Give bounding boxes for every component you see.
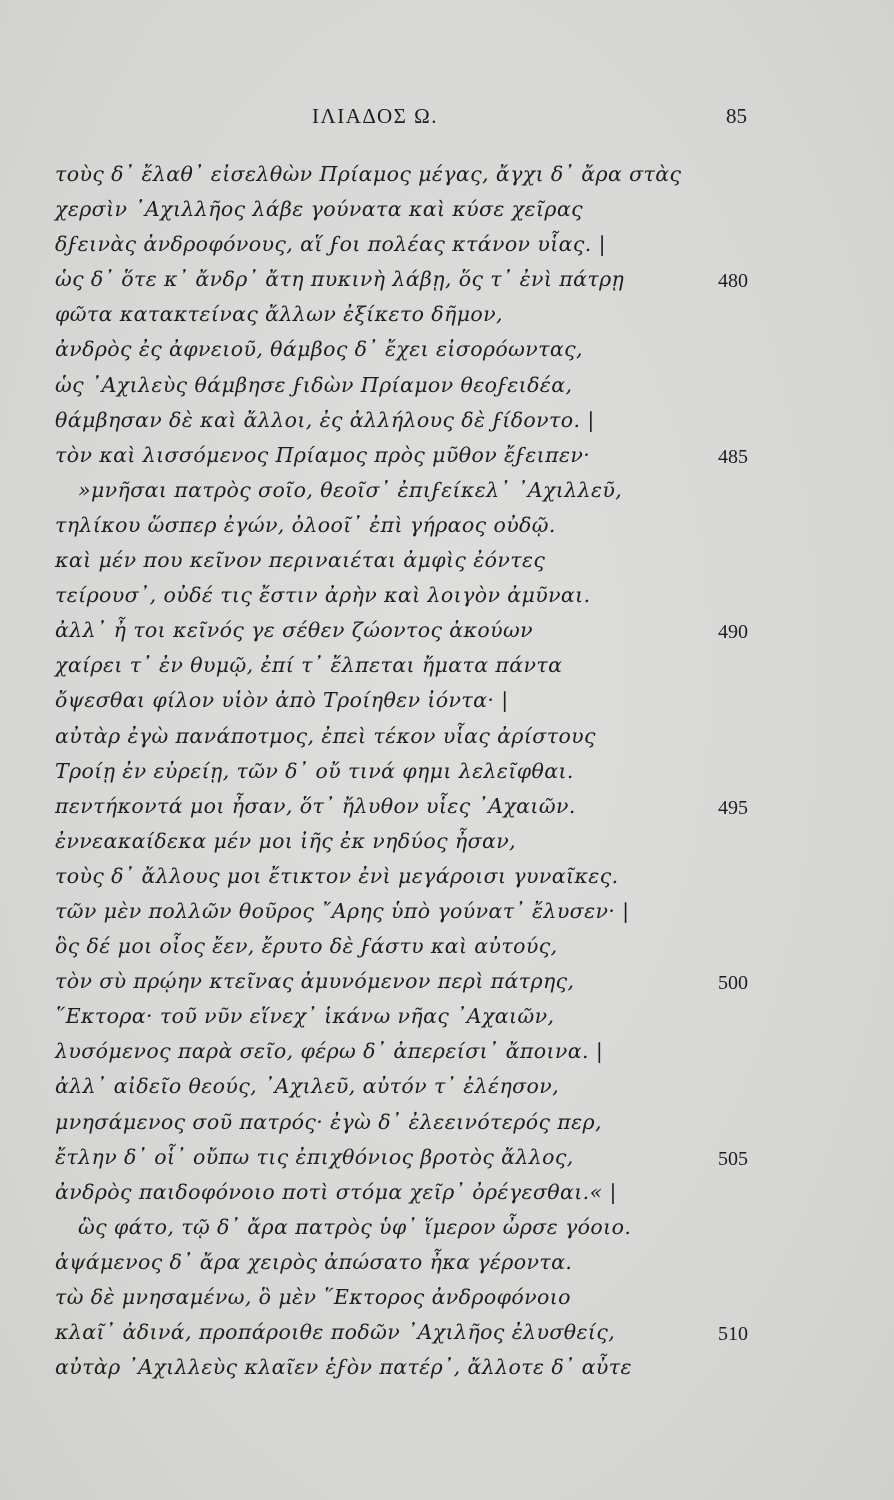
verse-text: κλαῖ᾽ ἀδινά, προπάροιθε ποδῶν ᾽Αχιλῆος ἐλυσθείς,: [55, 1320, 616, 1345]
verse-text: θάμβησαν δὲ καὶ ἄλλοι, ἐς ἀλλήλους δὲ ϝίδοντο. |: [55, 407, 595, 432]
verse-text: τείρουσ᾽, οὐδέ τις ἔστιν ἀρὴν καὶ λοιγὸν ἀμῦναι.: [55, 583, 591, 608]
verse-text: ἁψάμενος δ᾽ ἄρα χειρὸς ἀπώσατο ἦκα γέροντα.: [55, 1249, 573, 1274]
verse-text: ὡς δ᾽ ὅτε κ᾽ ἄνδρ᾽ ἄτη πυκινὴ λάβῃ, ὅς τ᾽ ἐνὶ πάτρῃ: [55, 267, 625, 292]
verse-line: [0, 966, 894, 1001]
verse-text: ἀλλ᾽ ἦ τοι κεῖνός γε σέθεν ζώοντος ἀκούων: [55, 618, 533, 643]
verse-text: »μνῆσαι πατρὸς σοῖο, θεοῖσ᾽ ἐπιϝείκελ᾽ ᾽Αχιλλεῦ,: [78, 477, 623, 502]
verse-text: ἐννεακαίδεκα μέν μοι ἰῆς ἐκ νηδύος ἦσαν,: [55, 828, 517, 853]
verse-line: [0, 475, 894, 510]
verse-line: [0, 650, 894, 685]
verse-line: [0, 510, 894, 545]
verse-line: [0, 1177, 894, 1212]
verse-text: ῞Εκτορα· τοῦ νῦν εἵνεχ᾽ ἱκάνω νῆας ᾽Αχαιῶν,: [55, 1004, 555, 1029]
verse-line: [0, 1036, 894, 1071]
verse-text: τηλίκου ὥσπερ ἐγών, ὀλοοῖ᾽ ἐπὶ γήραος οὐδῷ.: [55, 512, 556, 537]
verse-text: ὡς ᾽Αχιλεὺς θάμβησε ϝιδὼν Πρίαμον θεοϝειδέα,: [55, 372, 573, 397]
verse-line: [0, 1142, 894, 1177]
verse-line: [0, 685, 894, 720]
line-number: 505: [718, 1147, 748, 1170]
verse-text: ἔτλην δ᾽ οἷ᾽ οὔπω τις ἐπιχθόνιος βροτὸς ἄλλος,: [55, 1144, 574, 1169]
verse-line: [0, 1071, 894, 1106]
verse-text: πεντήκοντά μοι ἦσαν, ὅτ᾽ ἤλυθον υἷες ᾽Αχαιῶν.: [55, 793, 576, 818]
verse-text: καὶ μέν που κεῖνον περιναιέται ἀμφὶς ἐόντες: [55, 548, 546, 573]
verse-line: [0, 791, 894, 826]
verse-text: ὣς φάτο, τῷ δ᾽ ἄρα πατρὸς ὑφ᾽ ἵμερον ὦρσε γόοιο.: [78, 1214, 632, 1239]
verse-line: [0, 299, 894, 334]
verse-line: [0, 896, 894, 931]
verse-text: ἀνδρὸς ἐς ἀφνειοῦ, θάμβος δ᾽ ἔχει εἰσορόωντας,: [55, 337, 583, 362]
verse-text: τὸν σὺ πρῴην κτεῖνας ἀμυνόμενον περὶ πάτρης,: [55, 969, 575, 994]
verse-line: [0, 1001, 894, 1036]
verse-line: [0, 1247, 894, 1282]
verse-text: χαίρει τ᾽ ἐν θυμῷ, ἐπί τ᾽ ἔλπεται ἤματα πάντα: [55, 653, 563, 678]
verse-line: [0, 931, 894, 966]
verse-line: [0, 440, 894, 475]
verse-text: αὐτὰρ ᾽Αχιλλεὺς κλαῖεν ἑϝὸν πατέρ᾽, ἄλλοτε δ᾽ αὖτε: [55, 1355, 632, 1380]
verse-text: ἀνδρὸς παιδοφόνοιο ποτὶ στόμα χεῖρ᾽ ὀρέγεσθαι.« |: [55, 1179, 617, 1204]
verse-text: Τροίῃ ἐν εὐρείῃ, τῶν δ᾽ οὔ τινά φημι λελεῖφθαι.: [55, 758, 574, 783]
line-number: 485: [718, 445, 748, 468]
verse-line: [0, 580, 894, 615]
verse-line: [0, 545, 894, 580]
verse-line: [0, 721, 894, 756]
verse-line: [0, 264, 894, 299]
verse-line: [0, 1317, 894, 1352]
verse-text: τὸν καὶ λισσόμενος Πρίαμος πρὸς μῦθον ἔϝειπεν·: [55, 442, 591, 467]
verse-line: [0, 229, 894, 264]
running-title: ΙΛΙΑΔΟΣ Ω.: [312, 104, 438, 128]
verse-line: [0, 334, 894, 369]
line-number: 500: [718, 972, 748, 995]
verse-line: [0, 1282, 894, 1317]
verse-line: [0, 1107, 894, 1142]
verse-text: χερσὶν ᾽Αχιλλῆος λάβε γούνατα καὶ κύσε χεῖρας: [55, 197, 583, 222]
running-head: [0, 104, 894, 134]
verse-text: τοὺς δ᾽ ἄλλους μοι ἔτικτον ἐνὶ μεγάροισι γυναῖκες.: [55, 863, 619, 888]
verse-text: αὐτὰρ ἐγὼ πανάποτμος, ἐπεὶ τέκον υἷας ἀρίστους: [55, 723, 596, 748]
verse-line: [0, 615, 894, 650]
line-number: 495: [718, 796, 748, 819]
verse-text: ὃς δέ μοι οἶος ἔεν, ἔρυτο δὲ ϝάστυ καὶ αὐτούς,: [55, 934, 558, 959]
verse-line: [0, 826, 894, 861]
verse-text: τὼ δὲ μνησαμένω, ὃ μὲν ῞Εκτορος ἀνδροφόνοιο: [55, 1285, 571, 1309]
verse-line: [0, 1352, 894, 1387]
verse-text: ὄψεσθαι φίλον υἱὸν ἀπὸ Τροίηθεν ἰόντα· |: [55, 688, 509, 713]
page-number: 85: [726, 104, 747, 128]
line-number: 510: [718, 1323, 748, 1346]
verse-line: [0, 159, 894, 194]
verse-block: [0, 159, 894, 1387]
verse-text: φῶτα κατακτείνας ἄλλων ἐξίκετο δῆμον,: [55, 302, 503, 327]
verse-text: τῶν μὲν πολλῶν θοῦρος ῎Αρης ὑπὸ γούνατ᾽ ἔλυσεν· |: [55, 898, 630, 923]
verse-text: λυσόμενος παρὰ σεῖο, φέρω δ᾽ ἀπερείσι᾽ ἄποινα. |: [55, 1039, 604, 1064]
verse-text: τοὺς δ᾽ ἔλαθ᾽ εἰσελθὼν Πρίαμος μέγας, ἄγχι δ᾽ ἄρα στὰς: [55, 162, 682, 186]
verse-line: [0, 756, 894, 791]
verse-text: δϝεινὰς ἀνδροφόνους, αἵ ϝοι πολέας κτάνον υἷας. |: [55, 232, 606, 257]
verse-line: [0, 1212, 894, 1247]
verse-line: [0, 405, 894, 440]
line-number: 490: [718, 621, 748, 644]
verse-text: ἀλλ᾽ αἰδεῖο θεούς, ᾽Αχιλεῦ, αὐτόν τ᾽ ἐλέησον,: [55, 1074, 560, 1099]
verse-text: μνησάμενος σοῦ πατρός· ἐγὼ δ᾽ ἐλεεινότερός περ,: [55, 1109, 602, 1134]
verse-line: [0, 861, 894, 896]
verse-line: [0, 370, 894, 405]
verse-line: [0, 194, 894, 229]
line-number: 480: [718, 270, 748, 293]
